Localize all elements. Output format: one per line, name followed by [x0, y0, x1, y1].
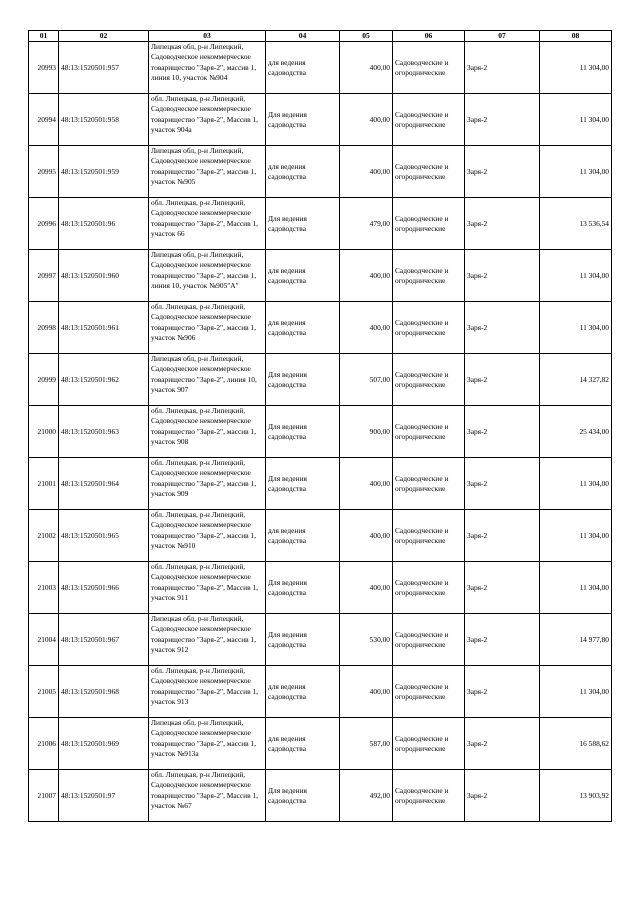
permitted-use-cell: Для ведения садоводства [266, 406, 340, 458]
row-number-cell: 20993 [29, 42, 59, 94]
address-text: обл. Липецкая, р-н Липецкий, Садоводческое некоммерческое товарищество "Заря-2", массив 1, участок №906 [151, 302, 257, 342]
cadastral-value-cell: 11 304,00 [540, 146, 612, 198]
cadastral-number-cell: 48:13:1520501:964 [59, 458, 149, 510]
cadastral-value-cell: 13 536,54 [540, 198, 612, 250]
table-row [29, 302, 612, 354]
row-number-cell: 21005 [29, 666, 59, 718]
land-category-cell: Садоводческие и огороднические [393, 146, 465, 198]
address-cell [149, 718, 266, 770]
area-cell: 400,00 [340, 302, 393, 354]
land-category-cell: Садоводческие и огороднические [393, 198, 465, 250]
cadastral-number-cell: 48:13:1520501:97 [59, 770, 149, 822]
permitted-use-cell: Для ведения садоводства [266, 614, 340, 666]
table-row [29, 510, 612, 562]
land-category-cell: Садоводческие и огороднические [393, 458, 465, 510]
document-page [28, 30, 611, 822]
address-text: Липецкая обл, р-н Липецкий, Садоводческое некоммерческое товарищество "Заря-2", массив 1, участок №913а [151, 718, 257, 758]
table-row [29, 94, 612, 146]
area-cell: 479,00 [340, 198, 393, 250]
column-header: 07 [465, 31, 540, 42]
permitted-use-cell: для ведения садоводства [266, 718, 340, 770]
partnership-cell: Заря-2 [465, 354, 540, 406]
column-header: 03 [149, 31, 266, 42]
row-number-cell: 21000 [29, 406, 59, 458]
land-category-cell: Садоводческие и огороднические [393, 666, 465, 718]
table-row [29, 354, 612, 406]
address-text: обл. Липецкая, р-н Липецкий, Садоводческое некоммерческое товарищество "Заря-2", Массив 1, участок 904а [151, 94, 259, 134]
address-cell [149, 770, 266, 822]
cadastral-number-cell: 48:13:1520501:957 [59, 42, 149, 94]
address-text: Липецкая обл, р-н Липецкий, Садоводческое некоммерческое товарищество "Заря-2", линия 10, участок 907 [151, 354, 257, 394]
address-cell [149, 198, 266, 250]
address-cell [149, 458, 266, 510]
land-category-cell: Садоводческие и огороднические [393, 94, 465, 146]
partnership-cell: Заря-2 [465, 510, 540, 562]
permitted-use-cell: для ведения садоводства [266, 42, 340, 94]
area-cell: 400,00 [340, 562, 393, 614]
row-number-cell: 21004 [29, 614, 59, 666]
cadastral-value-cell: 11 304,00 [540, 510, 612, 562]
partnership-cell: Заря-2 [465, 302, 540, 354]
land-category-cell: Садоводческие и огороднические [393, 718, 465, 770]
address-cell [149, 562, 266, 614]
area-cell: 900,00 [340, 406, 393, 458]
cadastral-value-cell: 11 304,00 [540, 666, 612, 718]
permitted-use-cell: Для ведения садоводства [266, 458, 340, 510]
address-text: Липецкая обл, р-н Липецкий, Садоводческое некоммерческое товарищество "Заря-2", массив 1, участок №905 [151, 146, 257, 186]
permitted-use-cell: Для ведения садоводства [266, 562, 340, 614]
permitted-use-cell: Для ведения садоводства [266, 770, 340, 822]
land-category-cell: Садоводческие и огороднические [393, 406, 465, 458]
column-header: 04 [266, 31, 340, 42]
partnership-cell: Заря-2 [465, 718, 540, 770]
table-header-row [29, 31, 612, 42]
table-row [29, 718, 612, 770]
address-cell [149, 302, 266, 354]
land-category-cell: Садоводческие и огороднические [393, 42, 465, 94]
address-text: обл. Липецкая, р-н Липецкий, Садоводческое некоммерческое товарищество "Заря-2", Массив 1, участок №67 [151, 770, 259, 810]
cadastral-value-cell: 11 304,00 [540, 94, 612, 146]
address-cell [149, 510, 266, 562]
address-text: обл. Липецкая, р-н Липецкий, Садоводческое некоммерческое товарищество "Заря-2", Массив 1, участок 66 [151, 198, 259, 238]
cadastral-number-cell: 48:13:1520501:966 [59, 562, 149, 614]
partnership-cell: Заря-2 [465, 406, 540, 458]
cadastral-value-cell: 13 903,92 [540, 770, 612, 822]
area-cell: 492,00 [340, 770, 393, 822]
address-text: Липецкая обл, р-н Липецкий, Садоводческое некоммерческое товарищество "Заря-2", массив 1, линия 10, участок №904 [151, 42, 257, 82]
column-header: 02 [59, 31, 149, 42]
cadastral-number-cell: 48:13:1520501:969 [59, 718, 149, 770]
cadastral-value-cell: 11 304,00 [540, 42, 612, 94]
land-category-cell: Садоводческие и огороднические [393, 302, 465, 354]
cadastral-value-cell: 25 434,00 [540, 406, 612, 458]
address-text: обл. Липецкая, р-н Липецкий, Садоводческое некоммерческое товарищество "Заря-2", массив 1, участок 908 [151, 406, 257, 446]
area-cell: 507,00 [340, 354, 393, 406]
land-category-cell: Садоводческие и огороднические [393, 250, 465, 302]
area-cell: 400,00 [340, 666, 393, 718]
area-cell: 530,00 [340, 614, 393, 666]
cadastral-number-cell: 48:13:1520501:965 [59, 510, 149, 562]
row-number-cell: 21003 [29, 562, 59, 614]
row-number-cell: 21007 [29, 770, 59, 822]
area-cell: 400,00 [340, 94, 393, 146]
column-header: 05 [340, 31, 393, 42]
row-number-cell: 20994 [29, 94, 59, 146]
address-cell [149, 94, 266, 146]
land-category-cell: Садоводческие и огороднические [393, 354, 465, 406]
address-text: обл. Липецкая, р-н Липецкий, Садоводческое некоммерческое товарищество "Заря-2", массив 1, участок 909 [151, 458, 257, 498]
cadastral-number-cell: 48:13:1520501:960 [59, 250, 149, 302]
table-row [29, 770, 612, 822]
table-row [29, 198, 612, 250]
cadastral-number-cell: 48:13:1520501:968 [59, 666, 149, 718]
partnership-cell: Заря-2 [465, 42, 540, 94]
table-row [29, 458, 612, 510]
row-number-cell: 20997 [29, 250, 59, 302]
land-category-cell: Садоводческие и огороднические [393, 562, 465, 614]
row-number-cell: 20998 [29, 302, 59, 354]
table-row [29, 250, 612, 302]
cadastral-number-cell: 48:13:1520501:962 [59, 354, 149, 406]
cadastral-value-cell: 11 304,00 [540, 302, 612, 354]
cadastral-value-cell: 11 304,00 [540, 250, 612, 302]
cadastral-number-cell: 48:13:1520501:963 [59, 406, 149, 458]
area-cell: 400,00 [340, 458, 393, 510]
row-number-cell: 20999 [29, 354, 59, 406]
address-cell [149, 354, 266, 406]
table-row [29, 614, 612, 666]
cadastral-number-cell: 48:13:1520501:961 [59, 302, 149, 354]
address-cell [149, 42, 266, 94]
address-cell [149, 250, 266, 302]
address-text: обл. Липецкая, р-н Липецкий, Садоводческое некоммерческое товарищество "Заря-2", Массив 1, участок 911 [151, 562, 259, 602]
cadastral-value-cell: 16 588,62 [540, 718, 612, 770]
column-header: 06 [393, 31, 465, 42]
address-text: обл. Липецкая, р-н Липецкий, Садоводческое некоммерческое товарищество "Заря-2", массив 1, участок №910 [151, 510, 257, 550]
land-plots-table [28, 30, 612, 822]
address-cell [149, 146, 266, 198]
column-header: 01 [29, 31, 59, 42]
address-cell [149, 406, 266, 458]
permitted-use-cell: для ведения садоводства [266, 146, 340, 198]
row-number-cell: 21002 [29, 510, 59, 562]
table-row [29, 146, 612, 198]
table-row [29, 666, 612, 718]
column-header: 08 [540, 31, 612, 42]
partnership-cell: Заря-2 [465, 198, 540, 250]
area-cell: 587,00 [340, 718, 393, 770]
land-category-cell: Садоводческие и огороднические [393, 770, 465, 822]
partnership-cell: Заря-2 [465, 250, 540, 302]
cadastral-value-cell: 11 304,00 [540, 562, 612, 614]
permitted-use-cell: Для ведения садоводства [266, 354, 340, 406]
cadastral-number-cell: 48:13:1520501:967 [59, 614, 149, 666]
row-number-cell: 21006 [29, 718, 59, 770]
table-row [29, 562, 612, 614]
table-row [29, 406, 612, 458]
partnership-cell: Заря-2 [465, 458, 540, 510]
permitted-use-cell: для ведения садоводства [266, 250, 340, 302]
partnership-cell: Заря-2 [465, 562, 540, 614]
permitted-use-cell: Для ведения садоводства [266, 198, 340, 250]
area-cell: 400,00 [340, 510, 393, 562]
address-cell [149, 614, 266, 666]
partnership-cell: Заря-2 [465, 666, 540, 718]
cadastral-value-cell: 14 977,80 [540, 614, 612, 666]
permitted-use-cell: для ведения садоводства [266, 666, 340, 718]
row-number-cell: 20996 [29, 198, 59, 250]
area-cell: 400,00 [340, 146, 393, 198]
cadastral-number-cell: 48:13:1520501:96 [59, 198, 149, 250]
land-category-cell: Садоводческие и огороднические [393, 510, 465, 562]
table-row [29, 42, 612, 94]
partnership-cell: Заря-2 [465, 770, 540, 822]
address-text: Липецкая обл, р-н Липецкий, Садоводческое некоммерческое товарищество "Заря-2", массив 1, линия 10, участок №905"А" [151, 250, 257, 290]
area-cell: 400,00 [340, 42, 393, 94]
row-number-cell: 21001 [29, 458, 59, 510]
address-text: обл. Липецкая, р-н Липецкий, Садоводческое некоммерческое товарищество "Заря-2", Массив 1, участок 913 [151, 666, 259, 706]
land-category-cell: Садоводческие и огороднические [393, 614, 465, 666]
address-cell [149, 666, 266, 718]
partnership-cell: Заря-2 [465, 146, 540, 198]
permitted-use-cell: для ведения садоводства [266, 510, 340, 562]
permitted-use-cell: Для ведения садоводства [266, 94, 340, 146]
address-text: Липецкая обл, р-н Липецкий, Садоводческое некоммерческое товарищество "Заря-2", массив 1, участок 912 [151, 614, 257, 654]
row-number-cell: 20995 [29, 146, 59, 198]
cadastral-number-cell: 48:13:1520501:958 [59, 94, 149, 146]
cadastral-number-cell: 48:13:1520501:959 [59, 146, 149, 198]
cadastral-value-cell: 14 327,82 [540, 354, 612, 406]
partnership-cell: Заря-2 [465, 94, 540, 146]
area-cell: 400,00 [340, 250, 393, 302]
partnership-cell: Заря-2 [465, 614, 540, 666]
permitted-use-cell: для ведения садоводства [266, 302, 340, 354]
cadastral-value-cell: 11 304,00 [540, 458, 612, 510]
